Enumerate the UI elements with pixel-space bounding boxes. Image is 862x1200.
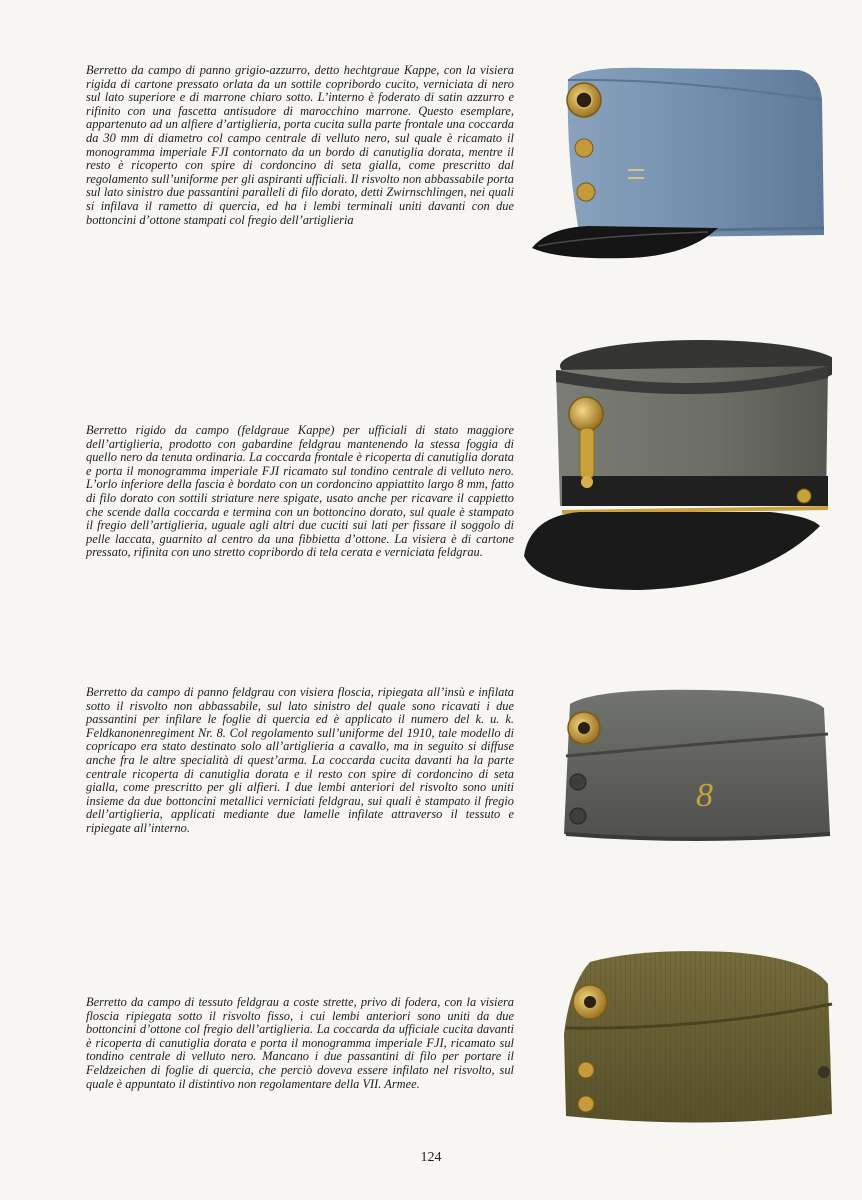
- caption-feldgrau-field-cap: Berretto da campo di panno feldgrau con visiera floscia, ripiegata all’insù e infilata sotto il risvolto non abbassabile, sul lato sinistro del quale sono ricavati i due passantini per infilare le foglie di quercia ed è applicato il numero del k. u. k. Feldkanonenregiment Nr. 8. Col regolamento sull’uniforme del 1910, tale modello di copricapo era stato destinato solo all’artiglieria a cavallo, ma in seguito si diffuse anche fra le altre specialità di quest’arma. La coccarda cucita davanti ha la parte centrale ricoperta di canutiglia dorata e il resto con spire di cordoncino di seta gialla, come prescritto per gli alfieri. I due lembi anteriori del risvolto sono uniti insieme da due bottoncini metallici verniciati feldgrau, sui quali è stampato il fregio dell’artiglieria, applicati mediante due lamelle infilate attraverso il tessuto e ripiegate all’interno.: [86, 685, 514, 835]
- photo-numbered-field-cap: [556, 684, 832, 850]
- photo-blue-grey-cap: [528, 60, 832, 260]
- caption-corduroy-field-cap: Berretto da campo di tessuto feldgrau a coste strette, privo di fodera, con la visiera floscia ripiegata sotto il risvolto fisso, i cui lembi anteriori sono uniti da due bottoncini d’ottone col fregio dell’artiglieria. La coccarda da ufficiale cucita davanti è ricoperta di canutiglia dorata e porta il monogramma imperiale FJI, ricamato sul tondino centrale di velluto nero. Mancano i due passantini di filo per portare il Feldzeichen di foglie di quercia, che perciò doveva essere infilato nel risvolto, sul quale è appuntato il distintivo non regolamentare della VII. Armee.: [86, 995, 514, 1091]
- photo-rigid-field-cap: [520, 336, 832, 592]
- page-number: 124: [420, 1150, 442, 1165]
- photo-corduroy-field-cap: [560, 944, 836, 1132]
- caption-hechtgraue-kappe: Berretto da campo di panno grigio-azzurro, detto hechtgraue Kappe, con la visiera rigida di cartone pressato orlata da un sottile copribordo cucito, verniciata di nero sul lato superiore e di marrone chiaro sotto. L’interno è foderato di satin azzurro e rifinito con una fascetta antisudore di marocchino marrone. Questo esemplare, appartenuto ad un alfiere d’artiglieria, porta cucita sulla parte frontale una coccarda da 30 mm di diametro col campo centrale di velluto nero, sul quale è ricamato il monogramma imperiale FJI contornato da un bordo di canutiglia dorata, mentre il resto è ricoperto con spire di cordoncino di seta gialla, come prescritto dal regolamento sull’uniforme per gli aspiranti ufficiali. Il risvolto non abbassabile porta sul lato sinistro due passantini paralleli di filo dorato, detti Zwirnschlingen, nei quali si infilava il rametto di quercia, ed ha i lembi terminali uniti davanti con due bottoncini d’ottone stampati col fregio dell’artiglieria: [86, 63, 514, 227]
- regiment-number: 8: [696, 777, 713, 814]
- caption-feldgraue-kappe: Berretto rigido da campo (feldgraue Kappe) per ufficiali di stato maggiore dell’artiglieria, prodotto con gabardine feldgrau mantenendo la stessa foggia di quello nero da tenuta ordinaria. La coccarda frontale è ricoperta di canutiglia dorata e porta il monogramma imperiale FJI ricamato sul tondino centrale di velluto nero. L’orlo inferiore della fascia è bordato con un cordoncino appiattito largo 8 mm, fatto di filo dorato con sottili striature nere spigate, usato anche per ricavare il cappietto che scende dalla coccarda e termina con un bottoncino dorato, sul quale è stampato il fregio dell’artiglieria, uguale agli altri due cuciti sui lati per fissare il soggolo di pelle laccata, guarnito al centro da una fibbietta d’ottone. La visiera è di cartone pressato, rifinita con uno stretto copribordo di tela cerata e verniciata feldgrau.: [86, 423, 514, 560]
